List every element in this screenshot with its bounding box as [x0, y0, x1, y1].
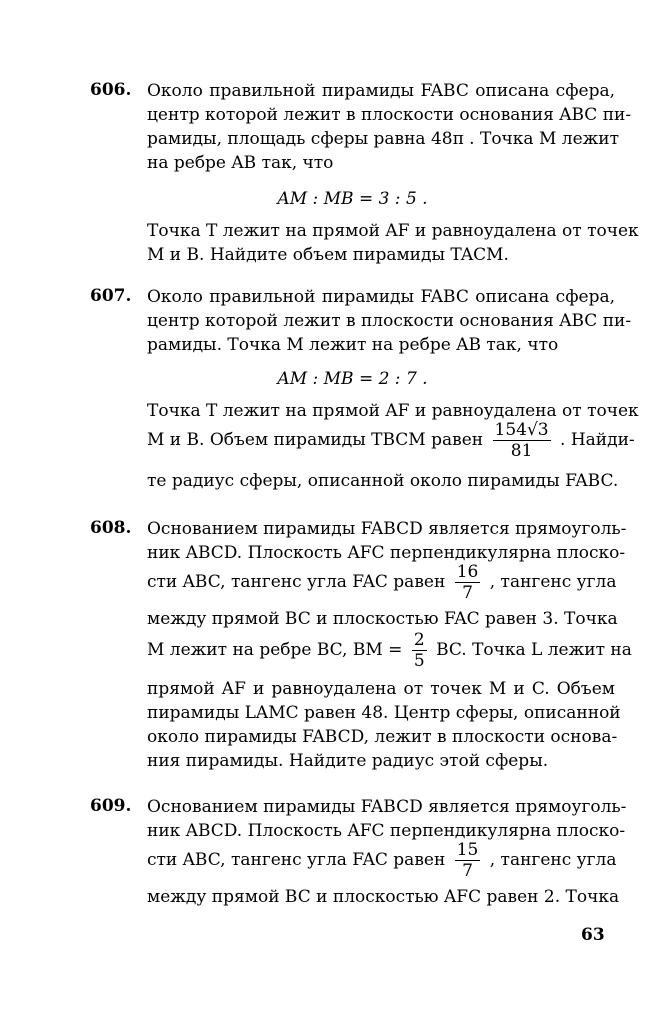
text-line: на ребре AB так, что — [147, 153, 334, 173]
problem-number: 606. — [90, 80, 132, 100]
text-line: те радиус сферы, описанной около пирамиды FABC. — [147, 471, 619, 491]
fraction — [455, 840, 481, 881]
text-segment: . Найди- — [560, 430, 635, 450]
text-segment: , тангенс угла — [489, 572, 617, 592]
fraction-numerator: 154√3 — [494, 420, 549, 440]
fraction — [412, 630, 427, 671]
text-line: Основанием пирамиды FABCD является прямоуголь- — [147, 519, 627, 539]
fraction — [455, 562, 481, 603]
text-line-with-fraction — [147, 420, 635, 461]
text-segment: M лежит на ребре BC, BM = — [147, 640, 403, 660]
text-line: ник ABCD. Плоскость AFC перпендикулярна плоско- — [147, 543, 626, 563]
fraction-denominator: 7 — [462, 861, 473, 881]
text-segment: BC. Точка L лежит на — [436, 640, 632, 660]
page-number: 63 — [581, 925, 605, 945]
text-line-with-fraction — [147, 630, 632, 671]
text-line: ния пирамиды. Найдите радиус этой сферы. — [147, 751, 549, 771]
text-segment: M и B. Объем пирамиды TBCM равен — [147, 430, 484, 450]
text-segment: сти ABC, тангенс угла FAC равен — [147, 572, 446, 592]
formula: AM : MB = 3 : 5 . — [277, 189, 428, 209]
text-line: пирамиды LAMC равен 48. Центр сферы, описанной — [147, 703, 621, 723]
fraction-numerator: 16 — [456, 562, 479, 582]
text-line: ник ABCD. Плоскость AFC перпендикулярна плоско- — [147, 821, 626, 841]
text-line: Около правильной пирамиды FABC описана сфера, — [147, 287, 615, 307]
text-line: прямой AF и равноудалена от точек M и C. Объем — [147, 679, 615, 699]
text-line: Точка T лежит на прямой AF и равноудалена от точек — [147, 401, 639, 421]
text-line-with-fraction — [147, 562, 616, 603]
problem-number: 609. — [90, 796, 132, 816]
text-line: между прямой BC и плоскостью FAC равен 3. Точка — [147, 609, 618, 629]
fraction — [493, 420, 551, 461]
text-segment: , тангенс угла — [489, 850, 617, 870]
text-line: центр которой лежит в плоскости основания ABC пи- — [147, 105, 632, 125]
text-line: Точка T лежит на прямой AF и равноудалена от точек — [147, 221, 639, 241]
text-line: центр которой лежит в плоскости основания ABC пи- — [147, 311, 632, 331]
text-line: рамиды, площадь сферы равна 48π . Точка M лежит — [147, 129, 620, 149]
problem-number: 608. — [90, 518, 132, 538]
fraction-denominator: 5 — [413, 651, 425, 671]
text-line: рамиды. Точка M лежит на ребре AB так, что — [147, 335, 559, 355]
formula: AM : MB = 2 : 7 . — [277, 369, 428, 389]
fraction-numerator: 15 — [456, 840, 479, 860]
fraction-numerator: 2 — [413, 630, 425, 650]
text-segment: сти ABC, тангенс угла FAC равен — [147, 850, 446, 870]
text-line: Основанием пирамиды FABCD является прямоуголь- — [147, 797, 627, 817]
text-line: Около правильной пирамиды FABC описана сфера, — [147, 81, 615, 101]
text-line: около пирамиды FABCD, лежит в плоскости основа- — [147, 727, 618, 747]
text-line: M и B. Найдите объем пирамиды TACM. — [147, 245, 509, 265]
fraction-denominator: 7 — [462, 583, 473, 603]
text-line: между прямой BC и плоскостью AFC равен 2. Точка — [147, 887, 620, 907]
fraction-denominator: 81 — [510, 441, 533, 461]
problem-number: 607. — [90, 286, 132, 306]
text-line-with-fraction — [147, 840, 616, 881]
